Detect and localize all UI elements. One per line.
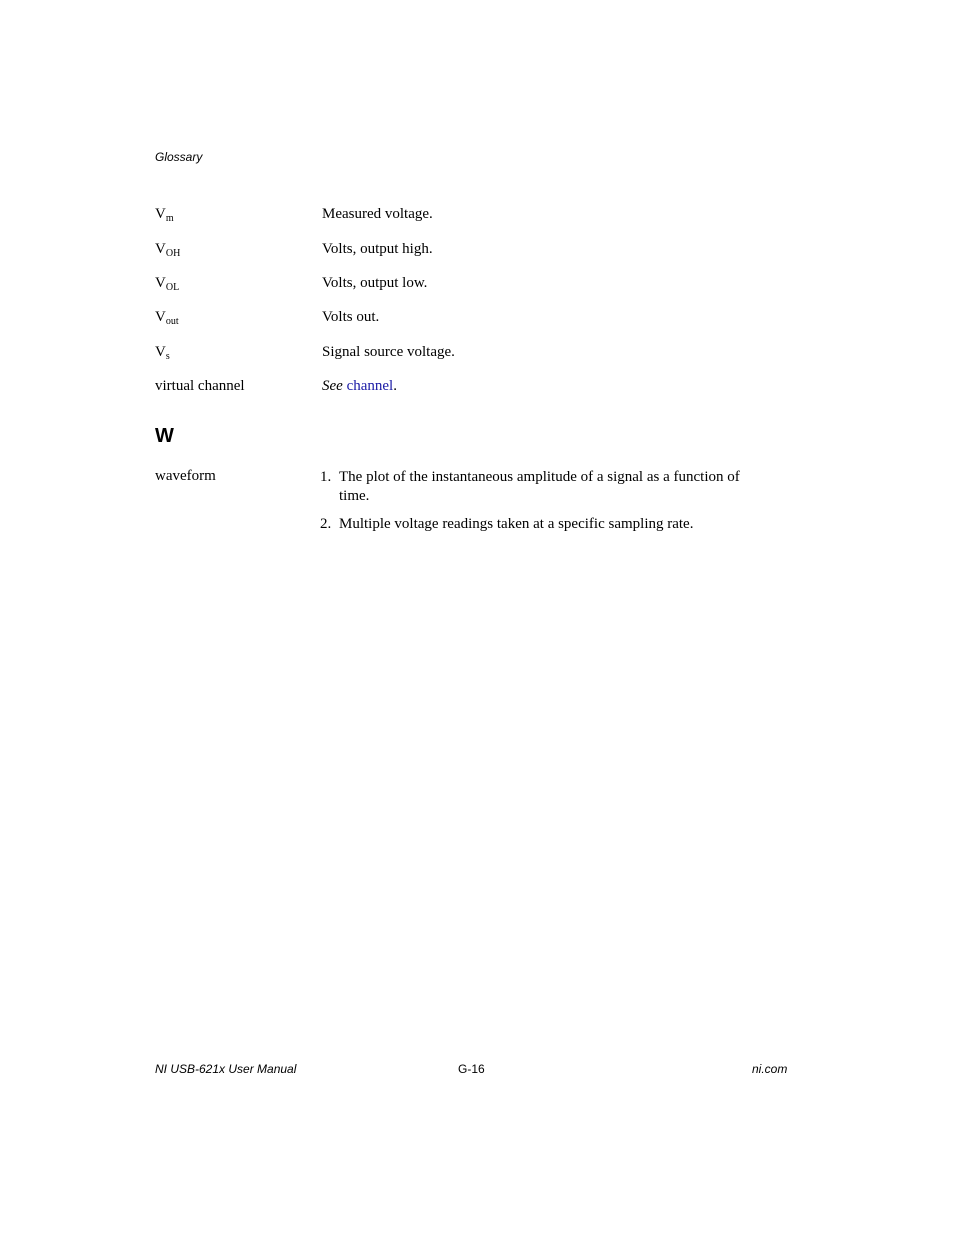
- section-heading-w: W: [155, 425, 174, 447]
- glossary-term: $V_{out}$: [155, 309, 179, 327]
- footer-page-number: G-16: [458, 1062, 485, 1076]
- footer-manual-title: NI USB-621x User Manual: [155, 1062, 297, 1076]
- list-text: Multiple voltage readings taken at a specific sampling rate.: [339, 516, 694, 532]
- glossary-term: $V_s$: [155, 344, 170, 362]
- glossary-definition: Volts out.: [322, 309, 380, 325]
- running-head: Glossary: [155, 150, 203, 164]
- glossary-term: $V_{OL}$: [155, 275, 180, 293]
- list-number: 1.: [320, 469, 332, 485]
- glossary-entry-virtual-channel: [155, 378, 795, 400]
- list-text: The plot of the instantaneous amplitude of a signal as a function of time.: [339, 469, 740, 504]
- glossary-term: $V_{OH}$: [155, 241, 181, 259]
- footer-website: ni.com: [752, 1062, 788, 1076]
- glossary-definition: Signal source voltage.: [322, 344, 455, 360]
- glossary-definition: Volts, output low.: [322, 275, 428, 291]
- list-number: 2.: [320, 516, 332, 532]
- glossary-term: waveform: [155, 468, 216, 484]
- glossary-term: virtual channel: [155, 378, 245, 394]
- glossary-definition: See channel.: [322, 378, 397, 394]
- glossary-entry-vol: [155, 275, 795, 297]
- glossary-entry-vout: [155, 309, 795, 331]
- glossary-definition: Volts, output high.: [322, 241, 433, 257]
- glossary-definition: Measured voltage.: [322, 206, 433, 222]
- see-label: See: [322, 378, 343, 394]
- channel-link[interactable]: channel: [346, 378, 394, 394]
- glossary-term: $V_m$: [155, 206, 174, 224]
- glossary-entry-voh: [155, 241, 795, 263]
- glossary-entry-vm: [155, 206, 795, 228]
- glossary-entry-vs: [155, 344, 795, 366]
